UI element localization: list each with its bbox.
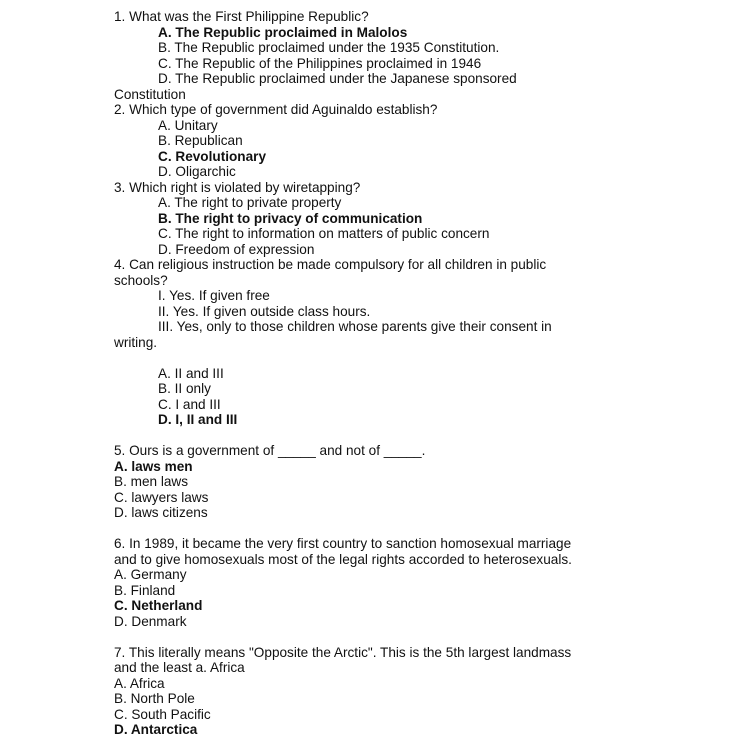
question-1-option-d-wrap: Constitution bbox=[114, 86, 186, 102]
question-5-stem: 5. Ours is a government of _____ and not of _____. bbox=[114, 443, 426, 458]
question-3-option-a: A. The right to private property bbox=[158, 195, 342, 210]
question-7-option-a: A. Africa bbox=[114, 675, 165, 691]
question-5-option-a: A. laws men bbox=[114, 458, 193, 474]
question-6-option-c: C. Netherland bbox=[114, 598, 203, 613]
spacer bbox=[114, 350, 584, 366]
question-2-option-a: A. Unitary bbox=[158, 117, 218, 133]
question-3-option-c: C. The right to information on matters of public concern bbox=[158, 226, 490, 241]
question-1-option-d: D. The Republic proclaimed under the Japanese sponsored bbox=[158, 71, 517, 86]
question-5-option-b: B. men laws bbox=[114, 474, 189, 489]
question-2-stem: 2. Which type of government did Aguinaldo establish? bbox=[114, 102, 438, 117]
question-1-stem: 1. What was the First Philippine Republic? bbox=[114, 9, 369, 24]
question-7-option-b: B. North Pole bbox=[114, 691, 195, 706]
question-5-option-d: D. laws citizens bbox=[114, 505, 208, 520]
question-6-option-d: D. Denmark bbox=[114, 613, 187, 629]
question-4-statement-3: III. Yes, only to those children whose parents give their consent in bbox=[158, 319, 552, 334]
question-4-stem-line-1: 4. Can religious instruction be made compulsory for all children in public bbox=[114, 257, 547, 272]
question-4-statement-1: I. Yes. If given free bbox=[158, 288, 270, 303]
question-4-statement-3-wrap: writing. bbox=[114, 334, 158, 350]
question-4-option-c: C. I and III bbox=[158, 396, 221, 412]
question-1-option-c: C. The Republic of the Philippines proclaimed in 1946 bbox=[158, 55, 482, 71]
question-3-stem: 3. Which right is violated by wiretapping? bbox=[114, 179, 361, 195]
question-7-option-c: C. South Pacific bbox=[114, 706, 211, 722]
question-2-option-b: B. Republican bbox=[158, 133, 243, 148]
question-3-option-b: B. The right to privacy of communication bbox=[158, 210, 423, 226]
question-1-option-b: B. The Republic proclaimed under the 1935 Constitution. bbox=[158, 40, 500, 55]
question-4-option-a: A. II and III bbox=[158, 365, 224, 381]
quiz-document bbox=[114, 9, 584, 738]
question-5-option-c: C. lawyers laws bbox=[114, 489, 209, 505]
question-4-stem-line-2: schools? bbox=[114, 272, 168, 288]
question-6-stem-line-2: and to give homosexuals most of the legal rights accorded to heterosexuals. bbox=[114, 551, 572, 567]
question-7-stem-line-2: and the least a. Africa bbox=[114, 660, 245, 675]
question-1-option-a: A. The Republic proclaimed in Malolos bbox=[158, 24, 408, 40]
question-7-stem-line-1: 7. This literally means "Opposite the Arctic". This is the 5th largest landmass bbox=[114, 644, 572, 660]
question-7-option-d: D. Antarctica bbox=[114, 722, 198, 737]
question-2-option-d: D. Oligarchic bbox=[158, 164, 236, 179]
spacer bbox=[114, 629, 584, 645]
question-4-option-d: D. I, II and III bbox=[158, 412, 238, 427]
spacer bbox=[114, 428, 584, 444]
question-4-statement-2: II. Yes. If given outside class hours. bbox=[158, 303, 371, 319]
question-4-option-b: B. II only bbox=[158, 381, 211, 396]
question-3-option-d: D. Freedom of expression bbox=[158, 241, 315, 257]
question-2-option-c: C. Revolutionary bbox=[158, 148, 267, 164]
question-6-option-b: B. Finland bbox=[114, 582, 176, 598]
question-6-stem-line-1: 6. In 1989, it became the very first country to sanction homosexual marriage bbox=[114, 536, 572, 551]
question-6-option-a: A. Germany bbox=[114, 567, 187, 582]
spacer bbox=[114, 521, 584, 537]
